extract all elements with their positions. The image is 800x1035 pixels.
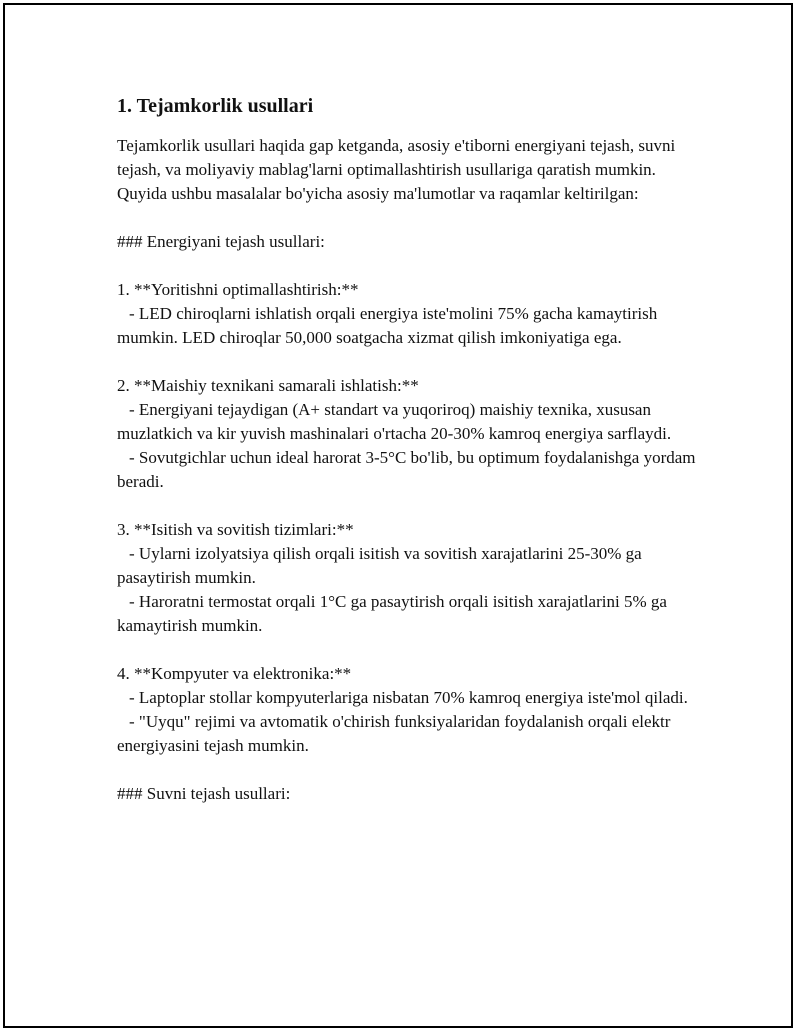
item-heading: 4. **Kompyuter va elektronika:** — [117, 664, 352, 683]
item-heading: 1. **Yoritishni optimallashtirish:** — [117, 280, 359, 299]
item-point: - "Uyqu" rejimi va avtomatik o'chirish funksiyalaridan foydalanish orqali elektr energiyasini tejash mumkin. — [117, 712, 671, 755]
list-item — [117, 278, 697, 350]
section-heading-energy: ### Energiyani tejash usullari: — [117, 232, 325, 251]
item-point: - Energiyani tejaydigan (A+ standart va yuqoriroq) maishiy texnika, xususan muzlatkich va kir yuvish mashinalari o'rtacha 20-30% kamroq energiya sarflaydi. — [117, 400, 672, 443]
item-heading: 3. **Isitish va sovitish tizimlari:** — [117, 520, 354, 539]
intro-paragraph: Tejamkorlik usullari haqida gap ketganda, asosiy e'tiborni energiyani tejash, suvni tejash, va moliyaviy mablag'larni optimallashtirish usullariga qaratish mumkin. Quyida ushbu masalalar bo'yicha asosiy ma'lumotlar va raqamlar keltirilgan: — [117, 136, 676, 203]
item-point: - Haroratni termostat orqali 1°C ga pasaytirish orqali isitish xarajatlarini 5% ga kamaytirish mumkin. — [117, 592, 667, 635]
document-body — [117, 92, 697, 806]
list-item — [117, 662, 697, 758]
list-item — [117, 374, 697, 494]
section-heading-water: ### Suvni tejash usullari: — [117, 784, 291, 803]
item-heading: 2. **Maishiy texnikani samarali ishlatish:** — [117, 376, 419, 395]
item-point: - Uylarni izolyatsiya qilish orqali isitish va sovitish xarajatlarini 25-30% ga pasaytirish mumkin. — [117, 544, 642, 587]
item-point: - Sovutgichlar uchun ideal harorat 3-5°C bo'lib, bu optimum foydalanishga yordam beradi. — [117, 448, 696, 491]
list-item — [117, 518, 697, 638]
document-title: 1. Tejamkorlik usullari — [117, 95, 314, 117]
item-point: - Laptoplar stollar kompyuterlariga nisbatan 70% kamroq energiya iste'mol qiladi. — [129, 688, 688, 707]
item-point: - LED chiroqlarni ishlatish orqali energiya iste'molini 75% gacha kamaytirish mumkin. LED chiroqlar 50,000 soatgacha xizmat qilish imkoniyatiga ega. — [117, 304, 658, 347]
